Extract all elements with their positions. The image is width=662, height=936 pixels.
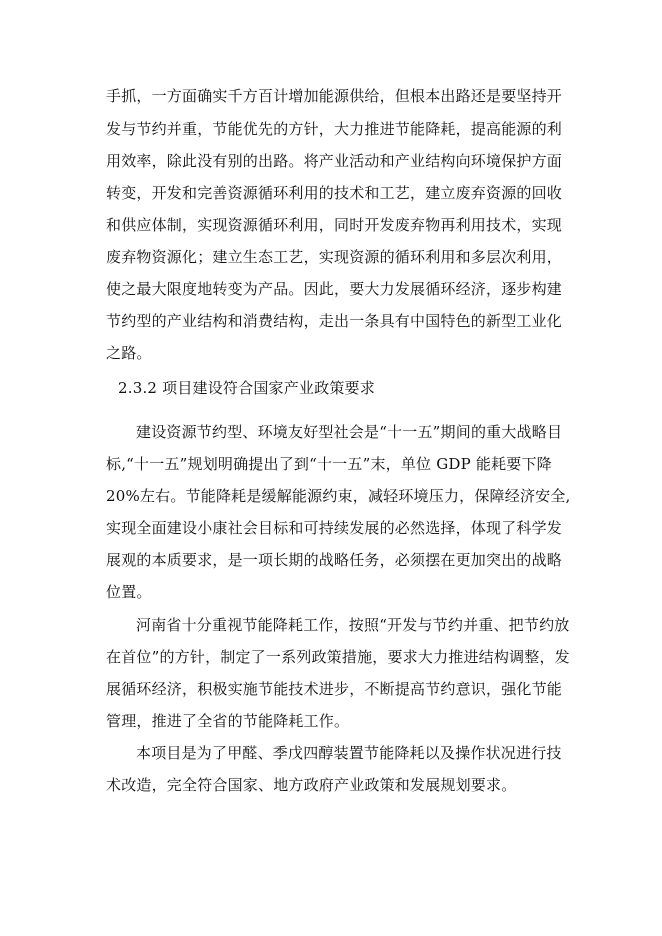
paragraph-3-line: 河南省十分重视节能降耗工作，按照“开发与节约并重、把节约放 bbox=[136, 616, 570, 634]
paragraph-1-line: 手抓，一方面确实千方百计增加能源供给，但根本出路还是要坚持开 bbox=[106, 87, 563, 105]
paragraph-3-line: 在首位”的方针，制定了一系列政策措施，要求大力推进结构调整，发 bbox=[106, 648, 570, 666]
paragraph-2-line: 位置。 bbox=[106, 583, 152, 601]
paragraph-1-line: 发与节约并重，节能优先的方针，大力推进节能降耗，提高能源的利 bbox=[106, 120, 563, 138]
paragraph-2-line: 建设资源节约型、环境友好型社会是“十一五”期间的重大战略目 bbox=[136, 423, 563, 441]
paragraph-4-line: 术改造，完全符合国家、地方政府产业政策和发展规划要求。 bbox=[106, 776, 517, 794]
paragraph-1-line: 和供应体制，实现资源循环利用，同时开发废弃物再利用技术，实现 bbox=[106, 216, 563, 234]
section-heading: 2.3.2 项目建设符合国家产业政策要求 bbox=[118, 379, 375, 397]
paragraph-1-line: 之路。 bbox=[106, 344, 152, 362]
paragraph-3-line: 展循环经济，积极实施节能技术进步，不断提高节约意识，强化节能 bbox=[106, 680, 563, 698]
paragraph-2-line: 标,“十一五”规划明确提出了到“十一五”末，单位 GDP 能耗要下降 bbox=[106, 455, 552, 473]
paragraph-1-line: 转变，开发和完善资源循环利用的技术和工艺，建立废弃资源的回收 bbox=[106, 184, 563, 202]
paragraph-2-line: 实现全面建设小康社会目标和可持续发展的必然选择，体现了科学发 bbox=[106, 519, 563, 537]
paragraph-1-line: 节约型的产业结构和消费结构，走出一条具有中国特色的新型工业化 bbox=[106, 312, 563, 330]
paragraph-1-line: 用效率，除此没有别的出路。将产业活动和产业结构向环境保护方面 bbox=[106, 152, 563, 170]
paragraph-3-line: 管理，推进了全省的节能降耗工作。 bbox=[106, 712, 350, 730]
paragraph-1-line: 废弃物资源化；建立生态工艺，实现资源的循环利用和多层次利用， bbox=[106, 248, 563, 266]
paragraph-2-line: 20%左右。节能降耗是缓解能源约束，减轻环境压力，保障经济安全, bbox=[106, 487, 571, 505]
paragraph-2-line: 展观的本质要求，是一项长期的战略任务，必须摆在更加突出的战略 bbox=[106, 551, 563, 569]
paragraph-4-line: 本项目是为了甲醛、季戊四醇装置节能降耗以及操作状况进行技 bbox=[136, 744, 562, 762]
paragraph-1-line: 使之最大限度地转变为产品。因此，要大力发展循环经济，逐步构建 bbox=[106, 280, 563, 298]
